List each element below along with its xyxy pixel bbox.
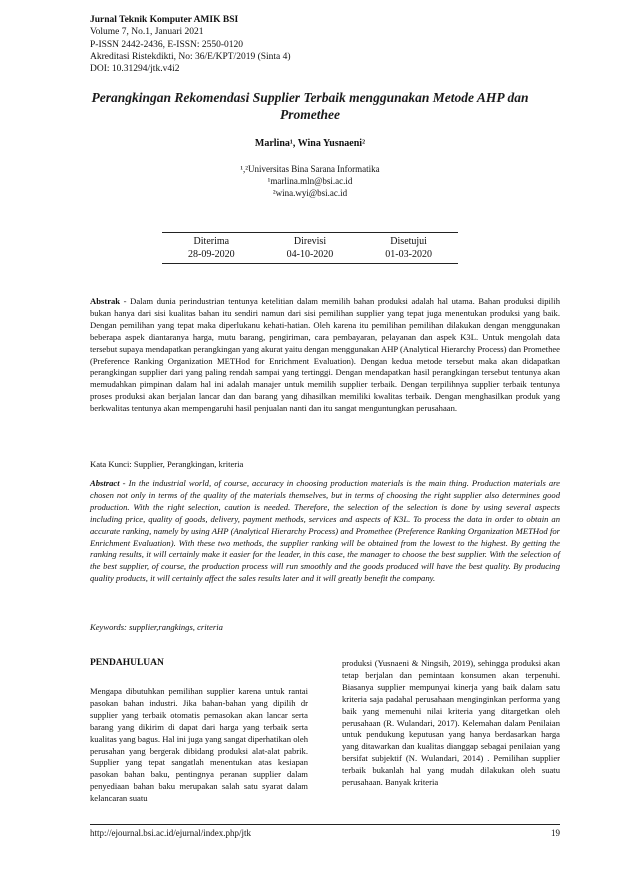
dates-table xyxy=(162,232,458,264)
body-column-right: produksi (Yusnaeni & Ningsih, 2019), sehingga produksi akan tetap berjalan dan pemintaan konsumen akan terpenuhi. Biasanya supplier mempunyai kinerja yang baik dalam satu kriteria saja padahal perusahaan menginginkan performa yang baik yang memenuhi nilai kriteria yang ditargetkan oleh perusahaan (R. Wulandari, 2017). Kelemahan dalam Penilaian untuk pendukung keputusan yang hanya berdasarkan harga yang ditawarkan dan kualitas dianggap sebagai penilaian yang bersifat subjektif (N. Wulandari, 2014) . Pemilihan supplier terbaik bukanlah hal yang mudah dilakukan oleh suatu perusahaan. Banyak kriteria xyxy=(342,658,560,788)
paper-title: Perangkingan Rekomendasi Supplier Terbaik menggunakan Metode AHP dan Promethee xyxy=(91,90,529,122)
section-heading: PENDAHULUAN xyxy=(90,658,164,668)
date-received xyxy=(162,236,260,261)
journal-doi: DOI: 10.31294/jtk.v4i2 xyxy=(90,64,180,75)
abstract-text: - In the industrial world, of course, accuracy in choosing production materials is the main thing. Production materials are chosen not only in terms of the quality of the materials themselves, but in terms of choosing the right supplier also determines good production. With the right selection, caution is needed. Therefore, the selection of the selection is done by using several aspects including price, quality of goods, delivery, payment methods, services and aspects of K3L. To process the data in order to obtain an accurate ranking, namely by using AHP (Analytical Hierarchy Process) and Promethee (Preference Ranking Organization METHod for Enrichment Evaluation). With these two methods, the supplier ranking will be obtained from the lowest to the highest. By getting the ranking results, it will certainly make it easier for the leader, in this case, the manager to choose the best supplier. With the selection of the best supplier, of course, the production process will run smoothly and the goods produced will have the best quality. By producing quality products, it will certainly affect the sales results later and it will greatly benefit the company. xyxy=(90,478,560,584)
journal-issn: P-ISSN 2442-2436, E-ISSN: 2550-0120 xyxy=(90,39,244,50)
journal-name: Jurnal Teknik Komputer AMIK BSI xyxy=(90,15,239,25)
date-value: 01-03-2020 xyxy=(385,248,432,260)
body-column-left: Mengapa dibutuhkan pemilihan supplier karena untuk rantai pasokan bahan industri. Jika bahan-bahan yang dipilih dr supplier yang terbaik otomatis pemasokan akan lancar serta barang yang dikirim di dapat dari harga yang terbaik serta kualitas yang bagus. Hal ini juga yang sangat diperhatikan oleh perusahan yang bergerak dibidang produksi alat-alat pabrik. Supplier yang tepat sangatlah menentukan atas kesiapan pasokan bahan baku, pentingnya peranan supplier dalam penyediaan bahan baku merupakan salah satu syarat dalam kelancaran suatu xyxy=(90,686,308,804)
footer-url: http://ejournal.bsi.ac.id/ejurnal/index.php/jtk xyxy=(90,828,251,838)
keywords-english: Keywords: supplier,rangkings, criteria xyxy=(90,622,223,632)
journal-header xyxy=(90,14,291,75)
date-approved xyxy=(360,236,458,261)
date-label: Disetujui xyxy=(390,236,427,247)
author-email-1: ¹marlina.mln@bsi.ac.id xyxy=(267,176,353,186)
affiliation-block xyxy=(0,163,620,199)
date-revised xyxy=(261,236,359,261)
date-label: Diterima xyxy=(193,236,230,247)
abstrak-label: Abstrak xyxy=(90,296,121,306)
journal-accreditation: Akreditasi Ristekdikti, No: 36/E/KPT/2019 (Sinta 4) xyxy=(90,51,291,62)
author-email-2: ²wina.wyi@bsi.ac.id xyxy=(272,188,348,198)
date-value: 28-09-2020 xyxy=(187,248,235,260)
abstract-label: Abstract xyxy=(90,478,120,488)
paper-authors: Marlina¹, Wina Yusnaeni² xyxy=(254,138,366,149)
footer-divider xyxy=(90,824,560,825)
affiliation-institution: ¹,²Universitas Bina Sarana Informatika xyxy=(240,164,380,174)
journal-volume: Volume 7, No.1, Januari 2021 xyxy=(90,27,204,38)
abstract-indonesian xyxy=(90,296,560,415)
date-label: Direvisi xyxy=(293,236,327,247)
page-number: 19 xyxy=(551,828,560,838)
abstrak-text: - Dalam dunia perindustrian tentunya ketelitian dalam memilih bahan produksi adalah hal utama. Bahan produksi dipilih bukan hanya dari sisi kualitas bahan itu sendiri namun dari sisi pemilihan supplier yang tepat juga menentukan produksi yang baik. Dengan pemilihan yang tepat maka diperlukanu kehati-hatian. Oleh karena itu pemilihan pemilihan dilakukan dengan menggunakan beberapa aspek diantaranya harga, mutu barang, pengiriman, cara pembayaran, pelayanan dan aspek K3L. Untuk mengolah data tersebut supaya mendapatkan perangkingan yang akurat yaitu dengan menggunakan AHP (Analytical Hierarchy Process) dan Promethee (Preference Ranking Organization METHod for Enrichment Evaluation). Dengan kedua metode tersebut maka akan didapatkan perangkingan supplier dari yang paling rendah sampai yang tertinggi. Dengan mendapatkan hasil perangkingan tersebut tentunya akan memudahkan pimpinan dalam hal ini adalah manajer untuk memilih supplier terbaik. Dengan terpilihnya supplier terbaik tentunya proses produksi akan berjalan lancar dan dan barang yang dihasilkan memiliki kwalitas terbaik. Dengan menghasilkan produk yang berkwalitas tentunya akan mempengaruhi hasil penjualan nanti dan itu sangat menguntungkan perusahaan. xyxy=(90,296,560,414)
date-value: 04-10-2020 xyxy=(286,248,334,260)
keywords-indonesian: Kata Kunci: Supplier, Perangkingan, kriteria xyxy=(90,459,244,469)
abstract-english xyxy=(90,478,560,585)
